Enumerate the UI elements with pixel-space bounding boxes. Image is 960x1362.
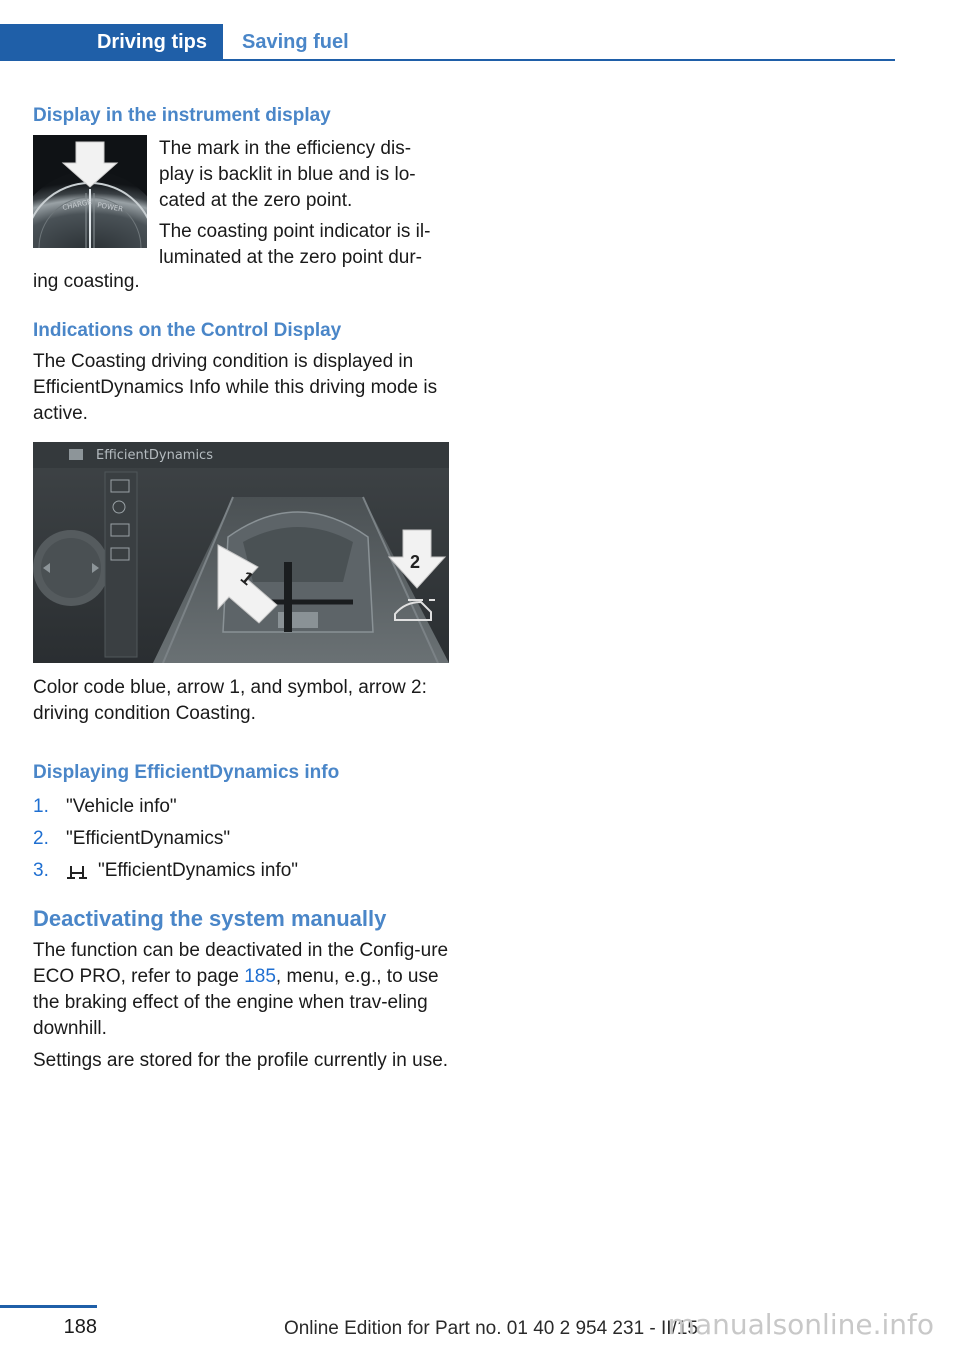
page-number: 188 xyxy=(63,1316,97,1338)
para-mark-line-3: cated at the zero point. xyxy=(159,190,353,211)
para-coasting-tail: ing coasting. xyxy=(33,271,140,292)
para-control-display: The Coasting driving condition is displayed in EfficientDynamics Info while this driving mode is active. xyxy=(33,351,438,424)
heading-deactivating: Deactivating the system manually xyxy=(33,906,387,931)
para-mark-line-1: The mark in the efficiency dis- xyxy=(159,138,412,159)
caption-coasting: Color code blue, arrow 1, and symbol, arrow 2: driving condition Coasting. xyxy=(33,677,427,724)
para-mark-line-2: play is backlit in blue and is lo- xyxy=(159,164,416,185)
heading-control-display: Indications on the Control Display xyxy=(33,320,342,341)
arrow-1-label: 1 xyxy=(236,567,258,589)
instrument-display-text xyxy=(159,136,459,271)
para-deactivating xyxy=(33,938,451,1042)
para-settings-stored: Settings are stored for the profile currently in use. xyxy=(33,1050,449,1071)
header-rule xyxy=(0,59,895,61)
menu-path-efficientdynamics: "EfficientDynamics" xyxy=(66,828,231,849)
para-coasting-line-1: The coasting point indicator is il- xyxy=(159,221,431,242)
heading-instrument-display: Display in the instrument display xyxy=(33,105,331,126)
page-header xyxy=(0,24,895,61)
para-deactivating-text-2: , menu, e.g., to use the braking effect of the engine when trav-eling downhill. xyxy=(33,966,439,1039)
menu-path-efficientdynamics-info: "EfficientDynamics info" xyxy=(98,860,299,881)
efficiency-display-image xyxy=(33,135,147,248)
heading-displaying-info: Displaying EfficientDynamics info xyxy=(33,762,340,783)
tab-saving-fuel[interactable]: Saving fuel xyxy=(242,31,349,53)
para-coasting-line-2: luminated at the zero point dur- xyxy=(159,247,422,268)
screen-title: EfficientDynamics xyxy=(96,448,213,463)
watermark: manualsonline.info xyxy=(667,1308,934,1341)
arrow-2-label: 2 xyxy=(410,552,421,572)
efficientdynamics-info-icon xyxy=(67,864,87,880)
list-number: 1. xyxy=(33,796,49,817)
list-number: 3. xyxy=(33,860,49,881)
image-label-power: POWER xyxy=(96,201,124,214)
control-display-image xyxy=(33,442,449,663)
tab-driving-tips[interactable]: Driving tips xyxy=(0,24,223,61)
page-link-185[interactable]: 185 xyxy=(244,966,276,987)
image-label-charge: CHARGE xyxy=(61,197,93,212)
para-deactivating-text-1: The function can be deactivated in the Config-ure ECO PRO, refer to page xyxy=(33,940,449,987)
menu-path-vehicle-info: "Vehicle info" xyxy=(66,796,177,817)
edition-text: Online Edition for Part no. 01 40 2 954 231 - II/15 xyxy=(283,1318,698,1339)
list-number: 2. xyxy=(33,828,49,849)
efficientdynamics-icon xyxy=(69,449,83,460)
footer-rule xyxy=(0,1305,97,1308)
